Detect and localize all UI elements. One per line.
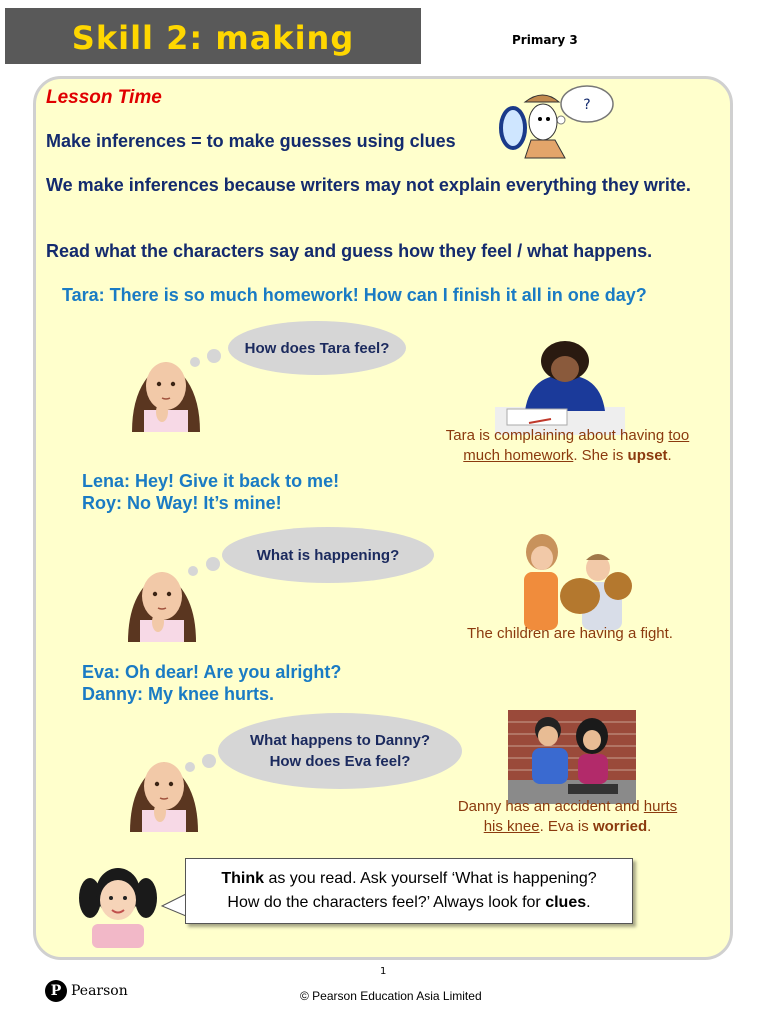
pearson-logo [45,980,128,1002]
thought-dot-large [206,557,220,571]
thought-dot-large [202,754,216,768]
children-fight-image [512,530,642,630]
thought-dot-small [185,762,195,772]
title-bar [5,8,421,64]
dialog-roy: Roy: No Way! It’s mine! [82,493,282,513]
thinking-girl-image-3 [120,750,208,832]
accident-image [508,710,636,804]
bubble-text: What is happening? [256,546,400,564]
caption-underlined-2: his knee [483,818,540,835]
bubble-text-2: How does Eva feel? [269,753,411,770]
thought-bubble-happening [222,527,434,583]
dialog-lena: Lena: Hey! Give it back to me! [82,471,340,491]
caption-emphasis: worried [592,818,648,835]
thought-bubble-tara [228,321,406,375]
pearson-p-icon: P [45,980,67,1002]
tip-line-2: How do the characters feel?’ Always look for clues. [227,894,591,911]
caption-underlined-1: hurts [643,798,678,815]
caption-underlined: too much homework [463,427,690,464]
thought-dot-large [207,349,221,363]
caption-tara: Tara is complaining about having too much homework. She is upset. [445,427,690,464]
lesson-line-3: Read what the characters say and guess how they feel / what happens. [46,241,653,261]
thought-bubble-danny [218,713,462,789]
lesson-line-2: We make inferences because writers may not explain everything they write. [46,175,691,195]
caption-emphasis: upset [627,447,668,464]
girl-pigtails-image [70,860,165,948]
thought-cloud-icon [551,86,614,131]
copyright: © Pearson Education Asia Limited [300,989,482,1003]
caption-accident: Danny has an accident and hurts his knee. Eva is worried. [457,798,678,835]
dialog-eva: Eva: Oh dear! Are you alright? [82,662,342,682]
page-title: Skill 2: making [71,19,355,57]
caption-fight: The children are having a fight. [467,625,673,642]
thought-dot-small [188,566,198,576]
lesson-line-1: Make inferences = to make guesses using clues [46,131,456,151]
svg-text:?: ? [583,97,591,113]
tip-line-1: Think as you read. Ask yourself ‘What is happening? [221,870,597,887]
page-number: 1 [380,966,387,977]
dialog-danny: Danny: My knee hurts. [82,684,275,704]
dialog-tara: Tara: There is so much homework! How can I finish it all in one day? [62,285,647,305]
lesson-heading: Lesson Time [46,87,162,108]
bubble-text-1: What happens to Danny? [250,732,430,749]
upset-girl-image [495,335,625,435]
grade-label: Primary 3 [512,33,578,47]
bubble-text: How does Tara feel? [244,339,390,357]
pearson-wordmark: Pearson [71,983,128,999]
detective-illustration [495,82,620,162]
thought-dot-small [190,357,200,367]
tip-box [185,858,633,924]
